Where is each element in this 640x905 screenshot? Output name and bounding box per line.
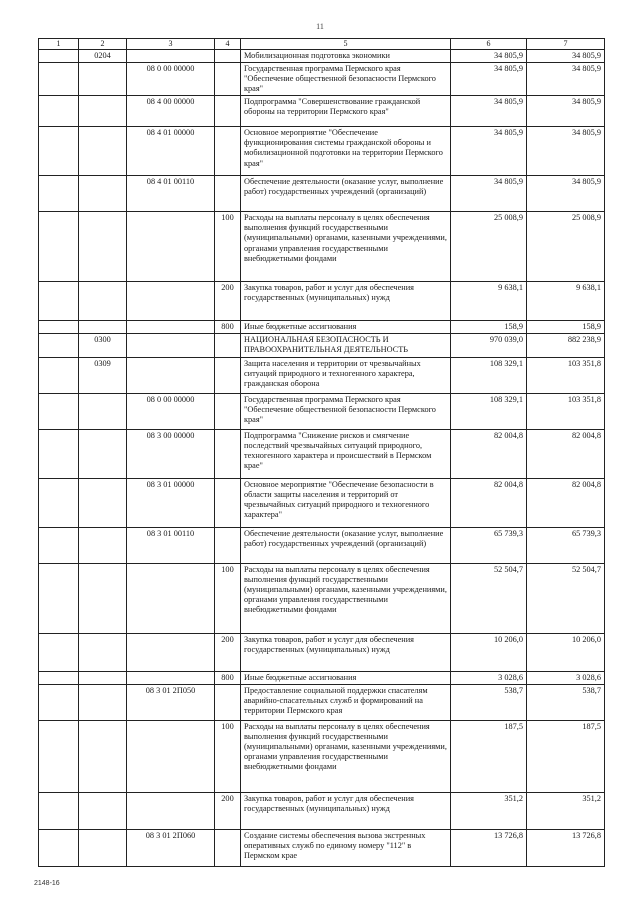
cell-col1 — [39, 563, 79, 633]
column-header-7: 7 — [527, 39, 605, 50]
cell-amount-2: 34 805,9 — [527, 127, 605, 176]
cell-name: Мобилизационная подготовка экономики — [241, 49, 451, 62]
cell-name: Закупка товаров, работ и услуг для обеспечения государственных (муниципальных) нужд — [241, 633, 451, 671]
cell-target-code: 08 0 00 00000 — [127, 393, 215, 429]
cell-name: Подпрограмма "Снижение рисков и смягчение последствий чрезвычайных ситуаций природного, техногенного характера и происшествий в Пермском крае" — [241, 429, 451, 478]
cell-expense-type — [215, 127, 241, 176]
cell-col1 — [39, 478, 79, 527]
cell-section-code — [79, 633, 127, 671]
cell-target-code — [127, 357, 215, 393]
cell-amount-2: 158,9 — [527, 321, 605, 334]
cell-amount-1: 13 726,8 — [451, 829, 527, 866]
cell-target-code: 08 3 01 00000 — [127, 478, 215, 527]
cell-target-code — [127, 282, 215, 321]
cell-expense-type: 100 — [215, 720, 241, 792]
cell-name: Расходы на выплаты персоналу в целях обеспечения выполнения функций государственными (муниципальными) органами, казенными учреждениями, органами управления государственными внебюджетными фондами — [241, 212, 451, 282]
cell-expense-type — [215, 62, 241, 95]
cell-section-code — [79, 429, 127, 478]
cell-section-code — [79, 96, 127, 127]
cell-amount-1: 34 805,9 — [451, 49, 527, 62]
page-number: 11 — [316, 22, 324, 31]
cell-name: Защита населения и территории от чрезвычайных ситуаций природного и техногенного характера, гражданская оборона — [241, 357, 451, 393]
cell-expense-type: 100 — [215, 212, 241, 282]
cell-name: Расходы на выплаты персоналу в целях обеспечения выполнения функций государственными (муниципальными) органами, казенными учреждениями, органами управления государственными внебюджетными фондами — [241, 563, 451, 633]
document-code: 2148-16 — [34, 880, 60, 887]
cell-amount-2: 538,7 — [527, 684, 605, 720]
cell-section-code: 0309 — [79, 357, 127, 393]
column-header-1: 1 — [39, 39, 79, 50]
cell-target-code — [127, 720, 215, 792]
cell-amount-1: 351,2 — [451, 792, 527, 829]
cell-name: Государственная программа Пермского края "Обеспечение общественной безопасности Пермского края" — [241, 393, 451, 429]
cell-section-code — [79, 671, 127, 684]
cell-name: Иные бюджетные ассигнования — [241, 321, 451, 334]
cell-expense-type — [215, 829, 241, 866]
table-header-row — [39, 39, 605, 50]
table-row — [39, 127, 605, 176]
cell-amount-1: 34 805,9 — [451, 176, 527, 212]
column-header-2: 2 — [79, 39, 127, 50]
table-row — [39, 321, 605, 334]
cell-section-code — [79, 127, 127, 176]
cell-amount-1: 82 004,8 — [451, 478, 527, 527]
cell-amount-2: 103 351,8 — [527, 357, 605, 393]
table-row — [39, 720, 605, 792]
cell-amount-1: 3 028,6 — [451, 671, 527, 684]
cell-amount-2: 13 726,8 — [527, 829, 605, 866]
cell-amount-2: 65 739,3 — [527, 527, 605, 563]
cell-target-code: 08 4 01 00110 — [127, 176, 215, 212]
table-row — [39, 212, 605, 282]
cell-name: Обеспечение деятельности (оказание услуг, выполнение работ) государственных учреждений (организаций) — [241, 527, 451, 563]
table-row — [39, 671, 605, 684]
cell-section-code — [79, 393, 127, 429]
cell-col1 — [39, 334, 79, 357]
cell-section-code — [79, 212, 127, 282]
cell-col1 — [39, 429, 79, 478]
cell-amount-2: 34 805,9 — [527, 176, 605, 212]
cell-section-code — [79, 684, 127, 720]
cell-expense-type: 800 — [215, 321, 241, 334]
table-row — [39, 829, 605, 866]
cell-col1 — [39, 720, 79, 792]
cell-col1 — [39, 633, 79, 671]
cell-section-code: 0300 — [79, 334, 127, 357]
cell-expense-type — [215, 478, 241, 527]
cell-expense-type — [215, 393, 241, 429]
cell-amount-1: 970 039,0 — [451, 334, 527, 357]
cell-section-code — [79, 62, 127, 95]
cell-col1 — [39, 792, 79, 829]
cell-amount-1: 82 004,8 — [451, 429, 527, 478]
cell-col1 — [39, 62, 79, 95]
cell-expense-type — [215, 357, 241, 393]
budget-table — [38, 38, 605, 867]
table-row — [39, 563, 605, 633]
cell-target-code — [127, 321, 215, 334]
cell-section-code — [79, 527, 127, 563]
cell-target-code — [127, 563, 215, 633]
cell-expense-type — [215, 49, 241, 62]
cell-target-code: 08 0 00 00000 — [127, 62, 215, 95]
cell-col1 — [39, 282, 79, 321]
cell-name: Создание системы обеспечения вызова экстренных оперативных служб по единому номеру "112" в Пермском крае — [241, 829, 451, 866]
cell-col1 — [39, 829, 79, 866]
cell-expense-type: 100 — [215, 563, 241, 633]
column-header-3: 3 — [127, 39, 215, 50]
cell-col1 — [39, 96, 79, 127]
cell-expense-type — [215, 176, 241, 212]
cell-expense-type: 200 — [215, 633, 241, 671]
cell-section-code — [79, 478, 127, 527]
cell-name: Иные бюджетные ассигнования — [241, 671, 451, 684]
cell-col1 — [39, 212, 79, 282]
cell-target-code — [127, 792, 215, 829]
cell-amount-2: 82 004,8 — [527, 478, 605, 527]
cell-name: Расходы на выплаты персоналу в целях обеспечения выполнения функций государственными (муниципальными) органами, казенными учреждениями, органами управления государственными внебюджетными фондами — [241, 720, 451, 792]
table-row — [39, 282, 605, 321]
cell-amount-1: 10 206,0 — [451, 633, 527, 671]
cell-amount-2: 34 805,9 — [527, 62, 605, 95]
cell-amount-1: 108 329,1 — [451, 393, 527, 429]
cell-amount-2: 52 504,7 — [527, 563, 605, 633]
cell-col1 — [39, 671, 79, 684]
cell-col1 — [39, 176, 79, 212]
cell-target-code: 08 4 00 00000 — [127, 96, 215, 127]
table-row — [39, 429, 605, 478]
cell-section-code — [79, 321, 127, 334]
table-row — [39, 176, 605, 212]
cell-expense-type: 200 — [215, 792, 241, 829]
cell-target-code: 08 4 01 00000 — [127, 127, 215, 176]
table-row — [39, 527, 605, 563]
cell-name: Основное мероприятие "Обеспечение безопасности в области защиты населения и территорий от чрезвычайных ситуаций природного и техногенного характера" — [241, 478, 451, 527]
table-row — [39, 684, 605, 720]
cell-name: Обеспечение деятельности (оказание услуг, выполнение работ) государственных учреждений (организаций) — [241, 176, 451, 212]
cell-amount-2: 351,2 — [527, 792, 605, 829]
cell-col1 — [39, 49, 79, 62]
cell-section-code: 0204 — [79, 49, 127, 62]
cell-target-code — [127, 633, 215, 671]
cell-amount-2: 10 206,0 — [527, 633, 605, 671]
cell-target-code — [127, 671, 215, 684]
table-row — [39, 334, 605, 357]
cell-amount-2: 82 004,8 — [527, 429, 605, 478]
cell-section-code — [79, 829, 127, 866]
table-row — [39, 792, 605, 829]
cell-expense-type — [215, 334, 241, 357]
table-row — [39, 393, 605, 429]
column-header-5: 5 — [241, 39, 451, 50]
cell-col1 — [39, 357, 79, 393]
table-row — [39, 633, 605, 671]
cell-target-code — [127, 334, 215, 357]
cell-target-code: 08 3 00 00000 — [127, 429, 215, 478]
cell-amount-2: 103 351,8 — [527, 393, 605, 429]
cell-amount-1: 34 805,9 — [451, 62, 527, 95]
cell-section-code — [79, 792, 127, 829]
cell-col1 — [39, 684, 79, 720]
cell-amount-2: 34 805,9 — [527, 96, 605, 127]
cell-target-code — [127, 49, 215, 62]
cell-amount-1: 158,9 — [451, 321, 527, 334]
cell-expense-type: 200 — [215, 282, 241, 321]
cell-expense-type: 800 — [215, 671, 241, 684]
cell-name: НАЦИОНАЛЬНАЯ БЕЗОПАСНОСТЬ И ПРАВООХРАНИТЕЛЬНАЯ ДЕЯТЕЛЬНОСТЬ — [241, 334, 451, 357]
cell-col1 — [39, 527, 79, 563]
cell-target-code — [127, 212, 215, 282]
cell-expense-type — [215, 96, 241, 127]
cell-amount-2: 187,5 — [527, 720, 605, 792]
cell-expense-type — [215, 429, 241, 478]
table-row — [39, 357, 605, 393]
cell-amount-1: 25 008,9 — [451, 212, 527, 282]
cell-target-code: 08 3 01 00110 — [127, 527, 215, 563]
cell-amount-2: 882 238,9 — [527, 334, 605, 357]
table-row — [39, 96, 605, 127]
cell-section-code — [79, 563, 127, 633]
cell-section-code — [79, 282, 127, 321]
cell-col1 — [39, 393, 79, 429]
table-row — [39, 478, 605, 527]
cell-name: Закупка товаров, работ и услуг для обеспечения государственных (муниципальных) нужд — [241, 282, 451, 321]
cell-name: Основное мероприятие "Обеспечение функционирования системы гражданской обороны и мобилизационной подготовки на территории Пермского края" — [241, 127, 451, 176]
cell-target-code: 08 3 01 2П050 — [127, 684, 215, 720]
column-header-4: 4 — [215, 39, 241, 50]
cell-col1 — [39, 127, 79, 176]
cell-expense-type — [215, 684, 241, 720]
cell-amount-2: 34 805,9 — [527, 49, 605, 62]
cell-section-code — [79, 176, 127, 212]
cell-amount-1: 108 329,1 — [451, 357, 527, 393]
cell-amount-1: 187,5 — [451, 720, 527, 792]
cell-target-code: 08 3 01 2П060 — [127, 829, 215, 866]
cell-amount-1: 538,7 — [451, 684, 527, 720]
cell-amount-1: 9 638,1 — [451, 282, 527, 321]
cell-name: Предоставление социальной поддержки спасателям аварийно-спасательных служб и формирований на территории Пермского края — [241, 684, 451, 720]
cell-amount-1: 34 805,9 — [451, 96, 527, 127]
cell-col1 — [39, 321, 79, 334]
cell-amount-2: 9 638,1 — [527, 282, 605, 321]
table-row — [39, 49, 605, 62]
column-header-6: 6 — [451, 39, 527, 50]
cell-name: Государственная программа Пермского края "Обеспечение общественной безопасности Пермского края" — [241, 62, 451, 95]
cell-amount-1: 65 739,3 — [451, 527, 527, 563]
cell-name: Закупка товаров, работ и услуг для обеспечения государственных (муниципальных) нужд — [241, 792, 451, 829]
cell-amount-2: 25 008,9 — [527, 212, 605, 282]
cell-expense-type — [215, 527, 241, 563]
cell-amount-2: 3 028,6 — [527, 671, 605, 684]
cell-amount-1: 52 504,7 — [451, 563, 527, 633]
table-row — [39, 62, 605, 95]
cell-amount-1: 34 805,9 — [451, 127, 527, 176]
cell-name: Подпрограмма "Совершенствование гражданской обороны на территории Пермского края" — [241, 96, 451, 127]
cell-section-code — [79, 720, 127, 792]
